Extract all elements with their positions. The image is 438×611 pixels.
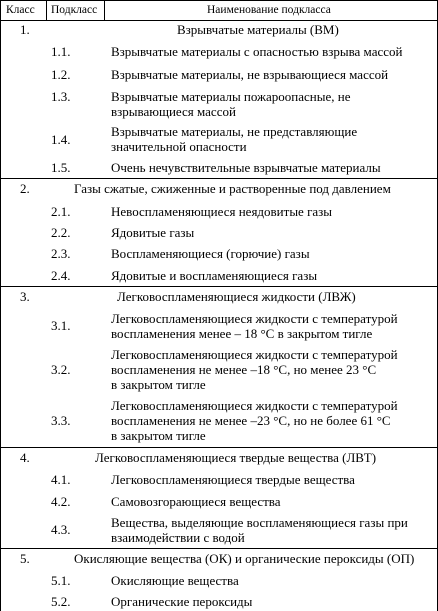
subclass-number: 4.1.	[51, 472, 71, 487]
subclass-number: 2.1.	[51, 204, 71, 219]
subclass-name-line: воспламенения менее – 18 °С в закрытом тигле	[111, 326, 373, 341]
subclass-name: Самовозгорающиеся вещества	[111, 494, 281, 509]
class-title: Взрывчатые материалы (ВМ)	[177, 22, 339, 37]
subclass-number: 3.1.	[51, 318, 71, 333]
subclass-name: Органические пероксиды	[111, 594, 253, 609]
subclass-name-line: Легковоспламеняющиеся жидкости с температурой	[111, 311, 398, 326]
subclass-name: Ядовитые газы	[111, 225, 195, 240]
subclass-name-line: в закрытом тигле	[111, 428, 206, 443]
subclass-name-line: Легковоспламеняющиеся жидкости с температурой	[111, 398, 398, 413]
header-divider	[104, 0, 105, 20]
subclass-number: 5.1.	[51, 573, 71, 588]
header-divider	[46, 0, 47, 20]
subclass-name-line: воспламенения не менее –18 °С, но менее 23 °С	[111, 362, 377, 377]
header-subclass: Подкласс	[51, 4, 98, 16]
subclass-number: 1.1.	[51, 44, 71, 59]
subclass-number: 2.2.	[51, 225, 71, 240]
subclass-number: 4.3.	[51, 522, 71, 537]
class-title: Легковоспламеняющиеся жидкости (ЛВЖ)	[117, 289, 356, 304]
subclass-number: 2.3.	[51, 246, 71, 261]
subclass-name: Очень нечувствительные взрывчатые материалы	[111, 160, 381, 175]
class-divider	[1, 178, 438, 179]
subclass-number: 4.2.	[51, 494, 71, 509]
table-top-border	[1, 0, 438, 1]
subclass-name-line: Легковоспламеняющиеся жидкости с температурой	[111, 347, 398, 362]
class-title: Газы сжатые, сжиженные и растворенные под давлением	[74, 181, 391, 196]
header-bottom-border	[1, 20, 438, 21]
subclass-number: 3.2.	[51, 362, 71, 377]
subclass-number: 1.2.	[51, 67, 71, 82]
subclass-number: 2.4.	[51, 268, 71, 283]
subclass-number: 3.3.	[51, 413, 71, 428]
subclass-name: Легковоспламеняющиеся твердые вещества	[111, 472, 355, 487]
header-name: Наименование подкласса	[207, 4, 331, 16]
subclass-name-line: взрывающиеся массой	[111, 104, 236, 119]
class-number: 2.	[20, 181, 30, 196]
class-number: 1.	[20, 22, 30, 37]
subclass-name: Невоспламеняющиеся неядовитые газы	[111, 204, 333, 219]
class-divider	[1, 447, 438, 448]
class-title: Легковоспламеняющиеся твердые вещества (ЛВТ)	[95, 450, 377, 465]
subclass-name-line: Вещества, выделяющие воспламеняющиеся газы при	[111, 515, 408, 530]
class-title: Окисляющие вещества (ОК) и органические пероксиды (ОП)	[74, 551, 415, 566]
class-number: 3.	[20, 289, 30, 304]
subclass-name: Взрывчатые материалы, не взрывающиеся массой	[111, 67, 389, 82]
subclass-number: 5.2.	[51, 594, 71, 609]
subclass-name-line: в закрытом тигле	[111, 377, 206, 392]
subclass-number: 1.3.	[51, 89, 71, 104]
subclass-number: 1.5.	[51, 160, 71, 175]
class-divider	[1, 548, 438, 549]
class-divider	[1, 286, 438, 287]
subclass-name-line: Взрывчатые материалы пожароопасные, не	[111, 89, 351, 104]
subclass-name-line: воспламенения не менее –23 °С, но не более 61 °С	[111, 413, 391, 428]
class-number: 4.	[20, 450, 30, 465]
class-number: 5.	[20, 551, 30, 566]
subclass-name-line: взаимодействии с водой	[111, 530, 245, 545]
subclass-name-line: Взрывчатые материалы, не представляющие	[111, 124, 358, 139]
subclass-name: Окисляющие вещества	[111, 573, 239, 588]
subclass-name: Ядовитые и воспламеняющиеся газы	[111, 268, 318, 283]
subclass-name-line: значительной опасности	[111, 139, 247, 154]
subclass-name: Взрывчатые материалы с опасностью взрыва массой	[111, 44, 403, 59]
subclass-name: Воспламеняющиеся (горючие) газы	[111, 246, 310, 261]
subclass-number: 1.4.	[51, 132, 71, 147]
header-class: Класс	[6, 4, 35, 16]
